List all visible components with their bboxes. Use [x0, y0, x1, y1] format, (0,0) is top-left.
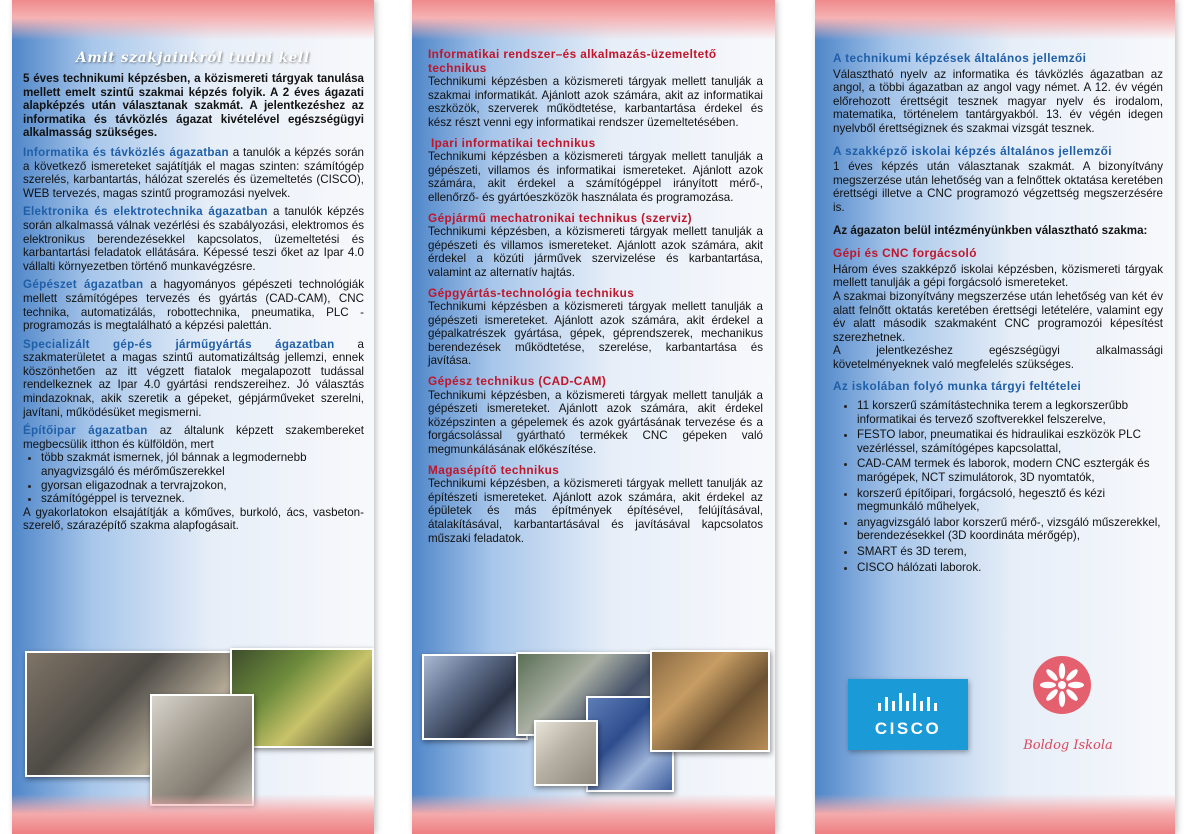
- list-item: • számítógéppel is terveznek.: [41, 492, 364, 506]
- brochure-panel-left: [12, 0, 374, 834]
- brochure-panel-middle: [412, 0, 775, 834]
- pink-band-bottom: [815, 794, 1175, 834]
- profession-heading: Gépjármű mechatronikai technikus (szerviz): [428, 210, 692, 225]
- panel-left-content: [23, 72, 364, 539]
- profession-description: Technikumi képzésben a közismereti tárgyak mellett tanulják a gépészeti ismereteket. Ajánlott azok számára, akit érdekel a gépalkatrészek gyártása, gépek, géprendszerek, mechanikus berendezések működtetése, szerelése, karbantartása és javítása.: [428, 300, 763, 368]
- section-informatika: [23, 146, 364, 200]
- section-heading: Építőipar ágazatban: [23, 424, 148, 438]
- profession-heading: Magasépítő technikus: [428, 462, 560, 477]
- pink-band-top: [412, 0, 775, 40]
- profession-gepjarmu-mechatronikai: [428, 212, 763, 280]
- profession-heading: Gépgyártás-technológia technikus: [428, 285, 635, 300]
- cnc-paragraph-2: A szakmai bizonyítvány megszerzése után lehetőség van két év alatt felnőtt oktatás keretében érettségi letételére, valamint egy év alatt második szakmaként CNC programozói képesítést szerezhetnek.: [833, 289, 1163, 344]
- section-heading: Elektronika és elektrotechnika ágazatban: [23, 205, 268, 219]
- epitoipar-bullet-list: [23, 451, 364, 505]
- section-specializalt: [23, 338, 364, 420]
- pink-band-top: [815, 0, 1175, 40]
- profession-description: Technikumi képzésben, a közismereti tárgyak mellett tanulják a gépészeti ismereteket. Ajánlott azok számára, akit érdekel középszinten a gépelemek és azok gyártásának tervezése és a forgácsolással gyártható termékek CNC gépeken való megmunkálásának előkészítése.: [428, 388, 763, 457]
- section-heading: Gépészet ágazatban: [23, 278, 144, 292]
- munka-heading: Az iskolában folyó munka tárgyi feltételei: [833, 379, 1082, 394]
- section-body: a tanulók képzés során alkalmassá válnak vezérlési és szabályozási, elektromos és elektronikus berendezésekkel kapcsolatos, üzemeltetési és karbantartási feladatok ellátására. Képessé teszi őket az Ipar 4.0 vállalti környezetben történő munkavégzésre.: [23, 205, 364, 273]
- section-heading: Specializált gép-és járműgyártás ágazatban: [23, 337, 335, 351]
- section-body: az általunk képzett szakembereket megbecsülik itthon és külföldön, mert: [23, 424, 364, 451]
- panel-right-content: [833, 52, 1163, 576]
- list-item: • anyagvizsgáló labor korszerű mérő-, vizsgáló műszerekkel, berendezésekkel (3D koordináta mérőgép),: [857, 516, 1163, 543]
- cisco-logo: [848, 679, 968, 750]
- pink-band-top: [12, 0, 374, 40]
- section-heading: Informatika és távközlés ágazatban: [23, 145, 229, 159]
- profession-description: Technikumi képzésben, a közismereti tárgyak mellett tanulják a gépészeti és villamos ismereteket. Ajánlott azok számára, akit érdekel a közúti járművek szervizelése és karbantartása, valamint az alternatív hajtás.: [428, 225, 763, 279]
- list-item: • SMART és 3D terem,: [857, 545, 1163, 559]
- photo-machined-part: [150, 694, 254, 806]
- profession-ipari-informatikai: [428, 137, 763, 205]
- section-epitoipar: [23, 424, 364, 451]
- brochure-panel-right: [815, 0, 1175, 834]
- cnc-paragraph-1: Három éves szakképző iskolai képzésben, közismereti tárgyak mellett tanulják a gépi forgácsoló ismereteket.: [833, 262, 1163, 290]
- section-body: a szakmaterületet a magas szintű automatizáltság jellemzi, ennek köszönhetően az itt végzett fiatalok megalapozott tudással rendelkeznek az Ipar 4.0 gyártási rendszereihez. Jó választás mindazoknak, akik szeretik a gépeket, gépjárműveket szerelni, javítani, működésüket megismerni.: [23, 337, 365, 419]
- szakkepzo-heading: A szakképző iskolai képzés általános jellemzői: [833, 143, 1112, 158]
- boldog-iskola-flower-icon: [1033, 656, 1091, 714]
- szakkepzo-paragraph: 1 éves képzés után választanak szakmát. A bizonyítvány megszerzése után lehetőség van a felnőttek oktatása keretében érettségi illetve a CNC programozó végzettség megszerzésére is.: [833, 160, 1163, 214]
- valaszthato-line: Az ágazaton belül intézményünkben választható szakma:: [833, 223, 1148, 237]
- profession-gepgyartas-technologia: [428, 287, 763, 369]
- photo-construction-workshop: [650, 650, 770, 752]
- intro-paragraph: 5 éves technikumi képzésben, a közismereti tárgyak tanulása mellett emelt szintű szakmai képzés folyik. A 2 éves ágazati alapképzés után választanak szakmát. A jelentkezéshez az informatika és távközlés ágazat kivételével egészségügyi alkalmasság szükséges.: [23, 72, 364, 140]
- profession-informatikai-rendszer: [428, 48, 763, 130]
- panel-title: Amit szakjainkról tudni kell: [76, 50, 310, 66]
- pink-band-bottom: [412, 794, 775, 834]
- profession-gepesz-cad-cam: [428, 375, 763, 457]
- photo-group-students: [534, 720, 598, 786]
- section-gepeszet: [23, 278, 364, 332]
- list-item: • CAD-CAM termek és laborok, modern CNC esztergák és marógépek, NCT szimulátorok, 3D nyomtatók,: [857, 457, 1163, 484]
- profession-heading: Gépész technikus (CAD-CAM): [428, 374, 607, 389]
- profession-heading: Ipari informatikai technikus: [431, 135, 596, 150]
- cnc-paragraph-3: A jelentkezéshez egészségügyi alkalmassági követelményeknek való megfelelés szükséges.: [833, 344, 1163, 371]
- panel-middle-content: [428, 48, 763, 551]
- profession-magasepito: [428, 464, 763, 546]
- profession-heading: Informatikai rendszer–és alkalmazás-üzemeltető technikus: [428, 47, 717, 75]
- list-item: • korszerű építőipari, forgácsoló, hegesztő és kézi megmunkáló műhelyek,: [857, 487, 1163, 514]
- section-body: a tanulók a képzés során a következő ismereteket sajátítják el magas szinten: számítógép szerelés, karbantartás, hálózat szerelés és üzemeltetés (CISCO), WEB tervezés, magas szintű programozási nyelvek.: [23, 145, 364, 200]
- list-item: • gyorsan eligazodnak a tervrajzokon,: [41, 479, 364, 493]
- list-item: • 11 korszerű számítástechnika terem a legkorszerűbb informatikai és tervező szoftverekkel felszerelve,: [857, 399, 1163, 426]
- tech-paragraph: Választható nyelv az informatika és távközlés ágazatban az angol, a többi ágazatban az angol vagy német. A 12. év végén előrehozott érettségit tesznek magyar nyelv és irodalom, matematika, történelem tantárgyakból. 13. év végén idegen nyelvből érettségiznek és szakmai vizsgát tesznek.: [833, 67, 1163, 135]
- boldog-iskola-logo-text: Boldog Iskola: [1023, 738, 1113, 753]
- pink-band-bottom: [12, 794, 374, 834]
- list-item: • FESTO labor, pneumatikai és hidraulikai eszközök PLC vezérléssel, számítógépes kapcsolattal,: [857, 428, 1163, 455]
- photo-computer-lab: [422, 654, 528, 740]
- section-body: a hagyományos gépészeti technológiák mellett számítógépes tervezés és gyártás (CAD-CAM), CNC technika, automatizálás, robottechnika, pneumatika, PLC -programozás is megtalálható a képzési palettán.: [23, 278, 365, 333]
- cnc-heading: Gépi és CNC forgácsoló: [833, 246, 977, 261]
- profession-description: Technikumi képzésben a közismereti tárgyak mellett tanulják a gépészeti, villamos és informatikai ismereteket. Ajánlott azok számára, akit érdekel a számítógéppel irányított mérő-, ellenőrző- és gyártóeszközök használata és programozása.: [428, 150, 763, 204]
- facilities-bullet-list: [833, 399, 1163, 574]
- tech-heading: A technikumi képzések általános jellemzői: [833, 51, 1087, 65]
- profession-description: Technikumi képzésben, a közismereti tárgyak mellett tanulják az építészeti ismereteket. Ajánlott azok számára, akit érdekel az épületek és más építmények építésével, felújításával, átalakításával, karbantartásával és javításával kapcsolatos műszaki feladatok.: [428, 477, 763, 545]
- profession-description: Technikumi képzésben a közismereti tárgyak mellett tanulják a szakmai informatikát. Ajánlott azok számára, akit az informatikai eszközök, szerverek működtetése, karbantartása érdekel és kész részt venni egy informatikai rendszer üzemeltetésében.: [428, 75, 763, 129]
- cisco-logo-text: CISCO: [874, 719, 942, 738]
- cisco-bars-icon: [876, 691, 940, 715]
- list-item: • CISCO hálózati laborok.: [857, 561, 1163, 575]
- section-elektronika: [23, 205, 364, 273]
- list-item: • több szakmát ismernek, jól bánnak a legmodernebb anyagvizsgáló és mérőműszerekkel: [41, 451, 364, 478]
- closing-paragraph: A gyakorlatokon elsajátítják a kőműves, burkoló, ács, vasbeton-szerelő, szárazépítő szakma alapfogásait.: [23, 505, 364, 533]
